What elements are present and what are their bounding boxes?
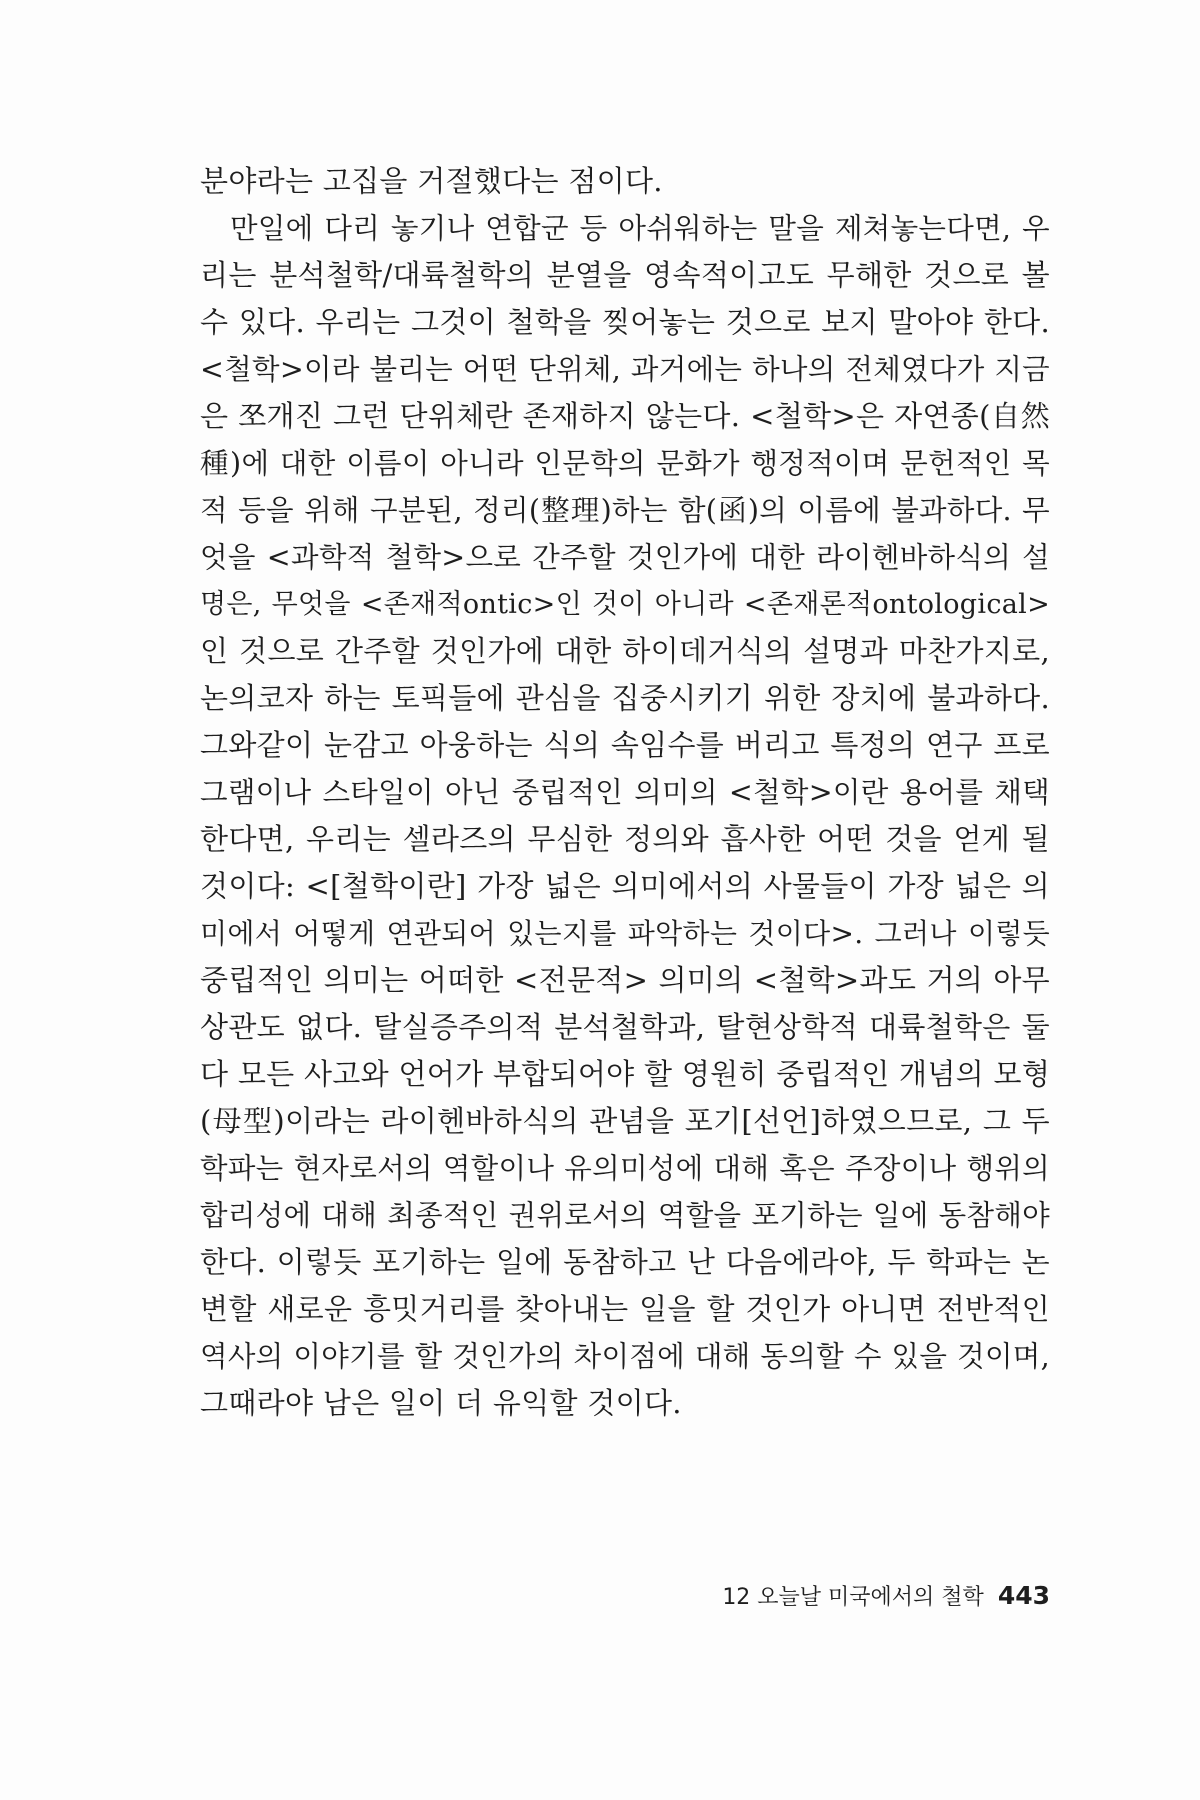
text-line: 역사의 이야기를 할 것인가의 차이점에 대해 동의할 수 있을 것이며,: [200, 1340, 1050, 1373]
page-number: 443: [997, 1581, 1050, 1610]
text-line: 리는 분석철학/대륙철학의 분열을 영속적이고도 무해한 것으로 볼: [200, 258, 1050, 292]
text-line: 합리성에 대해 최종적인 권위로서의 역할을 포기하는 일에 동참해야: [200, 1199, 1050, 1232]
text-line: 상관도 없다. 탈실증주의적 분석철학과, 탈현상학적 대륙철학은 둘: [200, 1010, 1050, 1044]
text-line: 논의코자 하는 토픽들에 관심을 집중시키기 위한 장치에 불과하다.: [200, 681, 1050, 715]
text-line: 엇을 <과학적 철학>으로 간주할 것인가에 대한 라이헨바하식의 설: [200, 541, 1050, 574]
text-line: 중립적인 의미는 어떠한 <전문적> 의미의 <철학>과도 거의 아무: [200, 963, 1050, 997]
text-line: 만일에 다리 놓기나 연합군 등 아쉬워하는 말을 제쳐놓는다면, 우: [230, 212, 1050, 245]
text-line: 명은, 무엇을 <존재적ontic>인 것이 아니라 <존재론적ontological>: [200, 589, 1050, 620]
text-line: 그램이나 스타일이 아닌 중립적인 의미의 <철학>이란 용어를 채택: [200, 776, 1050, 809]
page-footer: [200, 1580, 1050, 1611]
text-line: 다 모든 사고와 언어가 부합되어야 할 영원히 중립적인 개념의 모형: [200, 1057, 1051, 1091]
running-footer-chapter: 12 오늘날 미국에서의 철학: [722, 1585, 984, 1610]
text-line: 수 있다. 우리는 그것이 철학을 찢어놓는 것으로 보지 말아야 한다.: [200, 305, 1050, 339]
text-line: 변할 새로운 흥밋거리를 찾아내는 일을 할 것인가 아니면 전반적인: [200, 1292, 1050, 1326]
text-line: 인 것으로 간주할 것인가에 대한 하이데거식의 설명과 마찬가지로,: [200, 634, 1050, 668]
text-line: <철학>이라 불리는 어떤 단위체, 과거에는 하나의 전체였다가 지금: [200, 353, 1050, 386]
text-line: 그와같이 눈감고 아웅하는 식의 속임수를 버리고 특정의 연구 프로: [200, 728, 1050, 762]
text-line: 것이다: <[철학이란] 가장 넓은 의미에서의 사물들이 가장 넓은 의: [200, 869, 1050, 903]
text-line: 분야라는 고집을 거절했다는 점이다.: [200, 164, 663, 198]
text-line: 미에서 어떻게 연관되어 있는지를 파악하는 것이다>. 그러나 이렇듯: [200, 917, 1050, 950]
text-line: 한다. 이렇듯 포기하는 일에 동참하고 난 다음에라야, 두 학파는 논: [200, 1245, 1050, 1279]
text-line: 학파는 현자로서의 역할이나 유의미성에 대해 혹은 주장이나 행위의: [200, 1152, 1050, 1185]
text-line: (母型)이라는 라이헨바하식의 관념을 포기[선언]하였으므로, 그 두: [200, 1104, 1050, 1138]
text-line: 한다면, 우리는 셀라즈의 무심한 정의와 흡사한 어떤 것을 얻게 될: [200, 822, 1050, 856]
text-line: 은 쪼개진 그런 단위체란 존재하지 않는다. <철학>은 자연종(自然: [200, 399, 1050, 433]
text-line: 적 등을 위해 구분된, 정리(整理)하는 함(函)의 이름에 불과하다. 무: [200, 494, 1050, 527]
text-line: 種)에 대한 이름이 아니라 인문학의 문화가 행정적이며 문헌적인 목: [200, 447, 1050, 480]
body-text: [200, 158, 1050, 1427]
text-line: 그때라야 남은 일이 더 유익할 것이다.: [200, 1386, 682, 1420]
